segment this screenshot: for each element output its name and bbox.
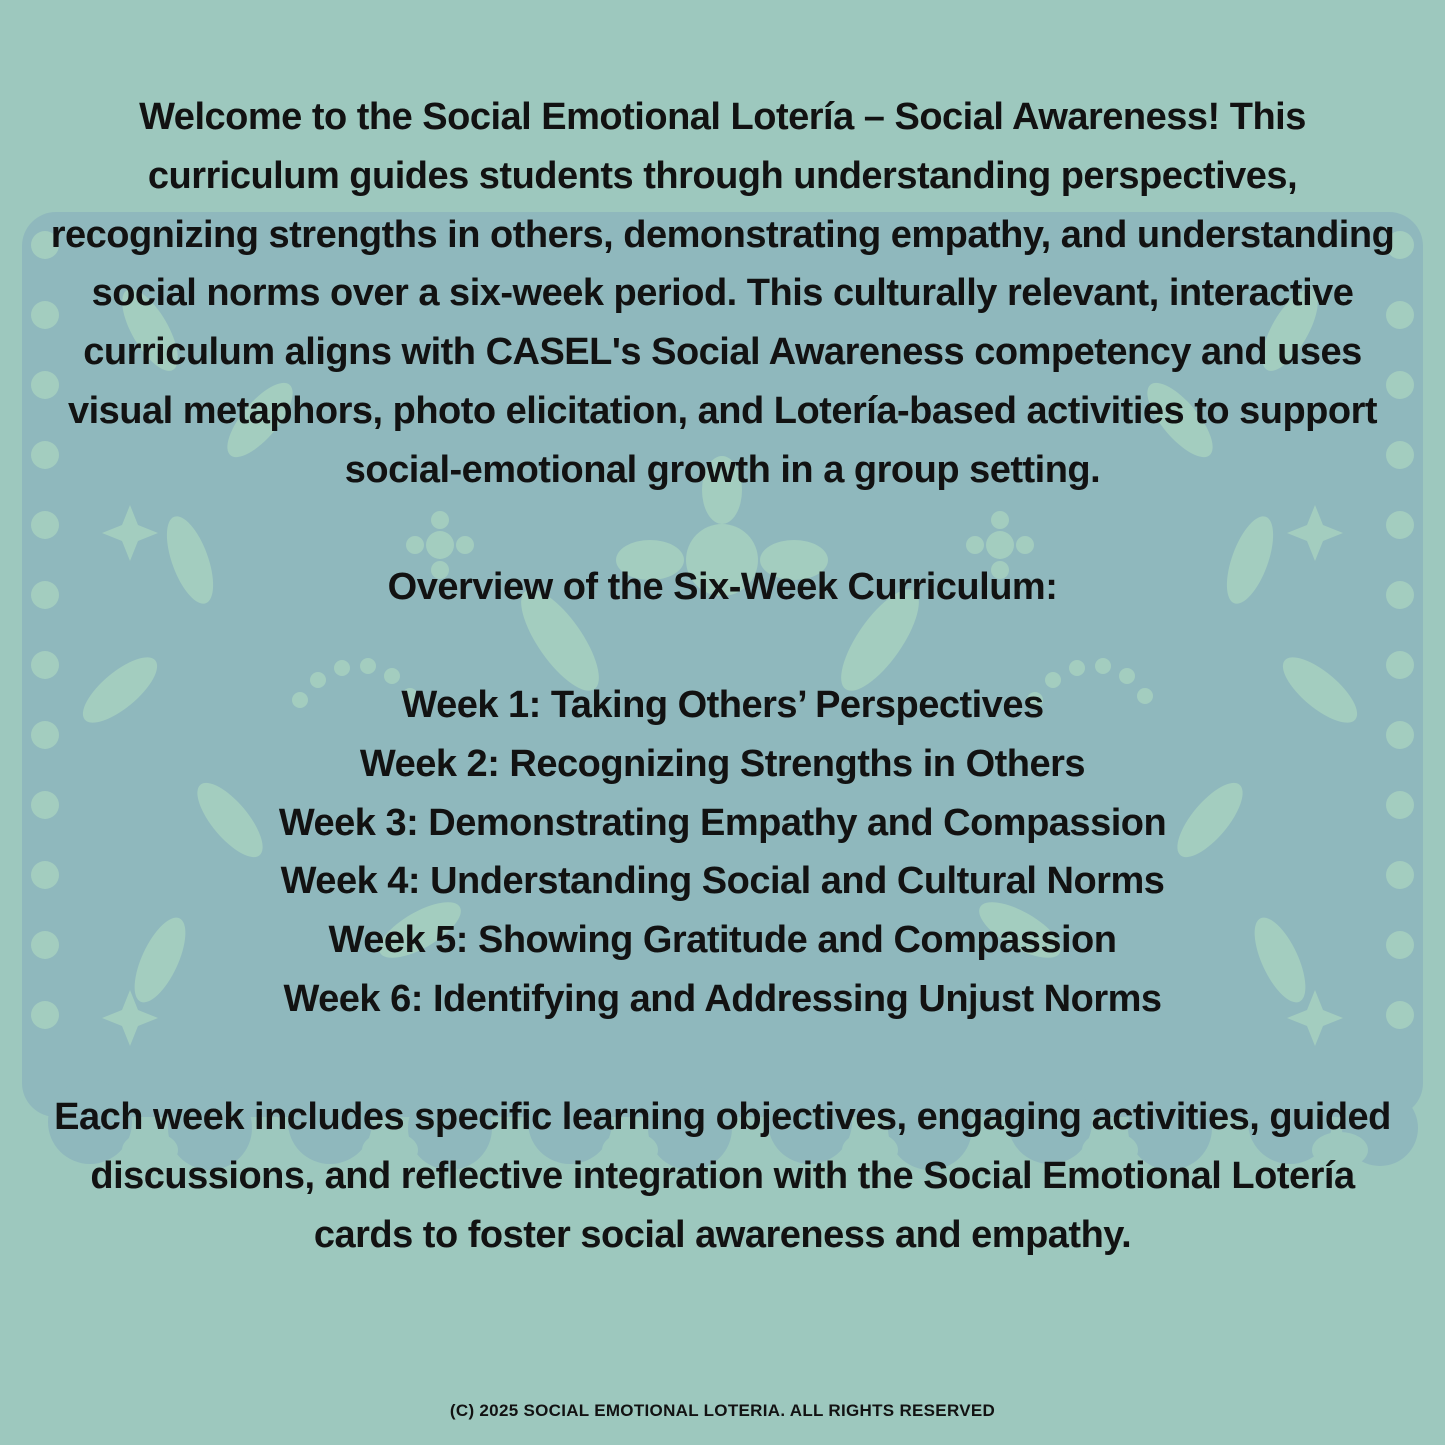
overview-heading: Overview of the Six-Week Curriculum: — [387, 566, 1058, 608]
intro-paragraph: Welcome to the Social Emotional Lotería – Social Awareness! This curriculum guides students through understanding perspectives, recognizing strengths in others, demonstrating empathy, and understanding social norms over a six-week period. This culturally relevant, interactive curriculum aligns with CASEL's Social Awareness competency and uses visual metaphors, photo elicitation, and Lotería-based activities to support social-emotional growth in a group setting. — [50, 96, 1395, 491]
weeks-list — [40, 676, 1405, 1029]
week-item: Week 1: Taking Others’ Perspectives — [401, 684, 1044, 726]
week-item: Week 6: Identifying and Addressing Unjust Norms — [283, 977, 1162, 1020]
copyright-footer: (C) 2025 SOCIAL EMOTIONAL LOTERIA. ALL RIGHTS RESERVED — [449, 1401, 996, 1420]
week-item: Week 4: Understanding Social and Cultural Norms — [280, 860, 1165, 903]
week-item: Week 2: Recognizing Strengths in Others — [359, 742, 1086, 785]
closing-paragraph: Each week includes specific learning objectives, engaging activities, guided discussions, and reflective integration with the Social Emotional Lotería cards to foster social awareness and empathy. — [54, 1096, 1391, 1256]
week-item: Week 3: Demonstrating Empathy and Compassion — [278, 801, 1167, 844]
week-item: Week 5: Showing Gratitude and Compassion — [328, 919, 1117, 962]
